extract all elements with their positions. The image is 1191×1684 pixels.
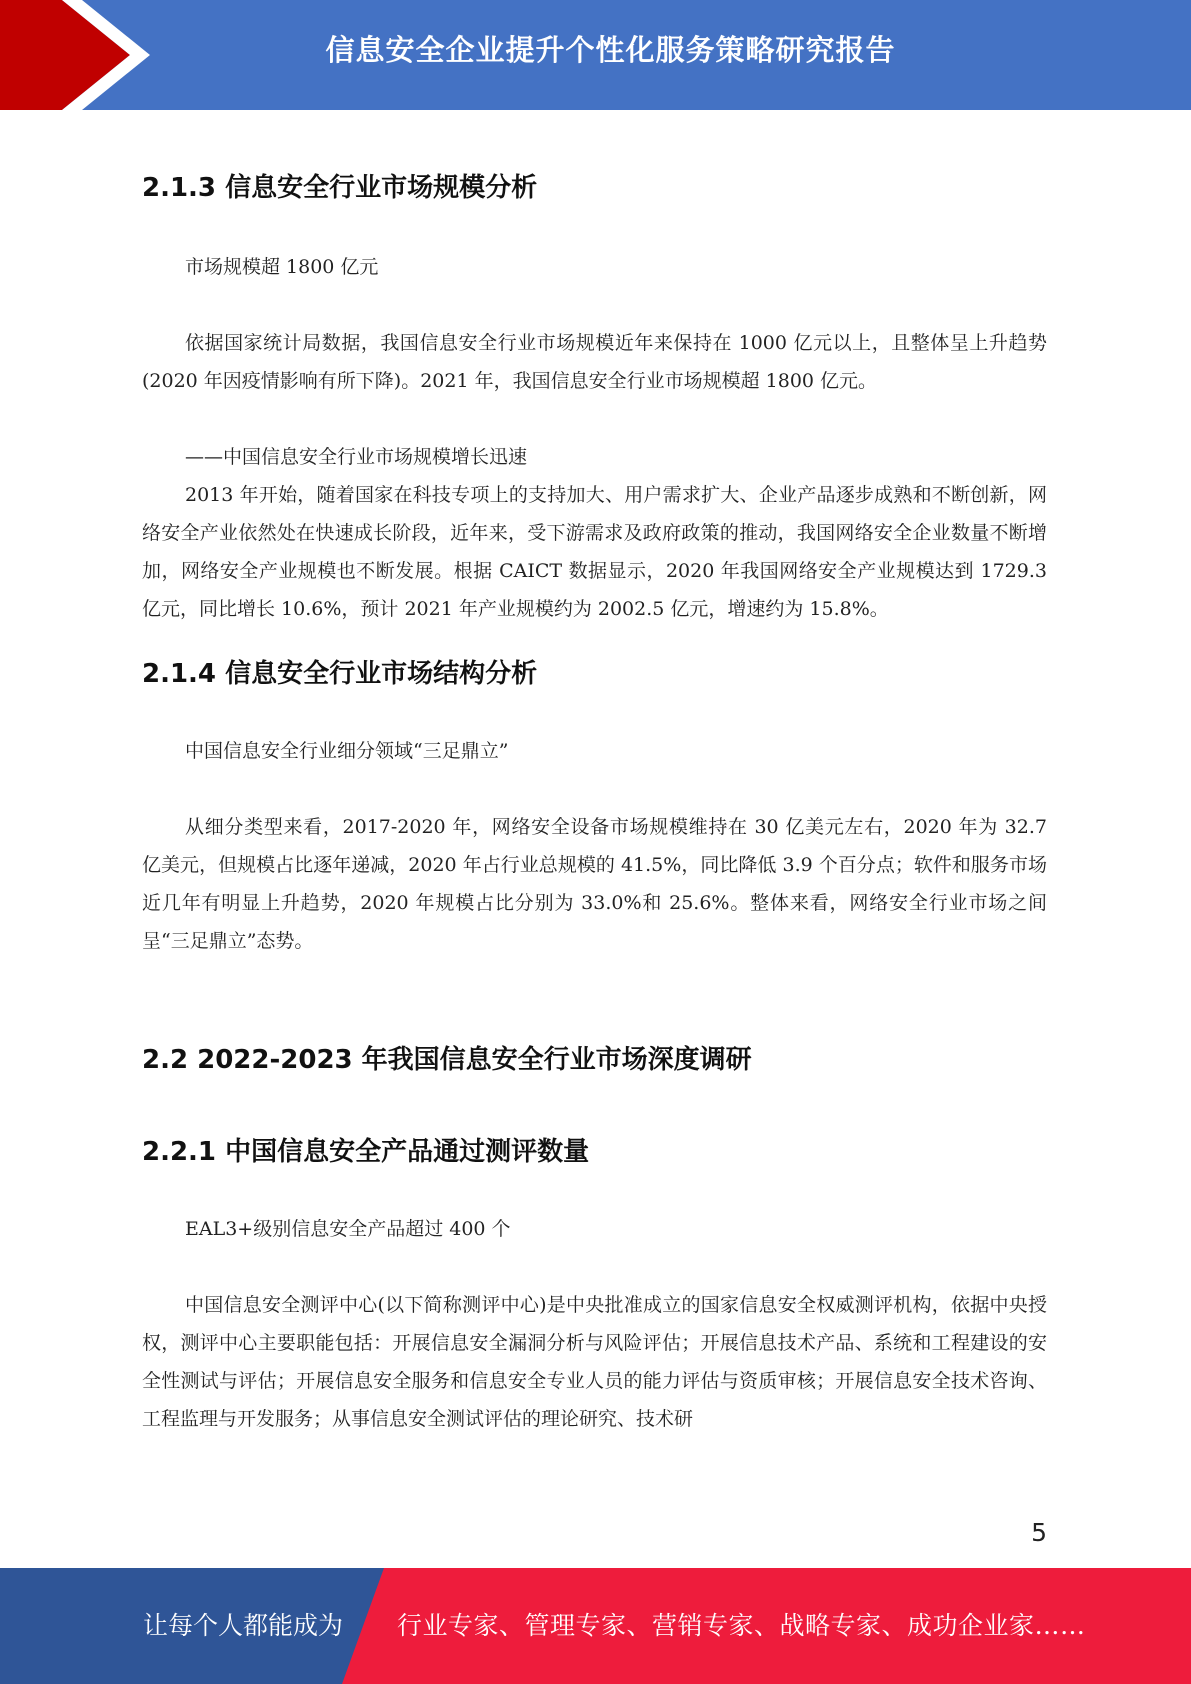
section-heading-2-2: 2.2 2022-2023 年我国信息安全行业市场深度调研	[142, 1045, 752, 1075]
section-subtitle: 市场规模超 1800 亿元	[185, 256, 379, 278]
section-subtitle: ——中国信息安全行业市场规模增长迅速	[185, 446, 528, 468]
footer-slogan-right: 行业专家、管理专家、营销专家、战略专家、成功企业家……	[397, 1611, 1086, 1640]
section-heading-2-1-3: 2.1.3 信息安全行业市场规模分析	[142, 173, 538, 203]
page-footer	[0, 1568, 1191, 1684]
section-heading-2-2-1: 2.2.1 中国信息安全产品通过测评数量	[142, 1137, 590, 1167]
document-body	[142, 160, 1047, 1438]
section-subtitle: EAL3+级别信息安全产品超过 400 个	[185, 1218, 511, 1240]
footer-slogan-left: 让每个人都能成为	[143, 1611, 344, 1640]
section-subtitle: 中国信息安全行业细分领域“三足鼎立”	[185, 740, 509, 762]
report-title: 信息安全企业提升个性化服务策略研究报告	[325, 33, 896, 67]
section-heading-2-1-4: 2.1.4 信息安全行业市场结构分析	[142, 659, 538, 689]
page-number: 5	[1031, 1518, 1047, 1547]
paragraph: 依据国家统计局数据，我国信息安全行业市场规模近年来保持在 1000 亿元以上，且整体呈上升趋势(2020 年因疫情影响有所下降)。2021 年，我国信息安全行业市场规模超 1800 亿元。	[142, 332, 1047, 392]
paragraph: 从细分类型来看，2017-2020 年，网络安全设备市场规模维持在 30 亿美元左右，2020 年为 32.7 亿美元，但规模占比逐年递减，2020 年占行业总规模的 41.5%，同比降低 3.9 个百分点；软件和服务市场近几年有明显上升趋势，2020 年规模占比分别为 33.0%和 25.6%。整体来看，网络安全行业市场之间呈“三足鼎立”态势。	[142, 816, 1047, 952]
paragraph: 2013 年开始，随着国家在科技专项上的支持加大、用户需求扩大、企业产品逐步成熟和不断创新，网络安全产业依然处在快速成长阶段，近年来，受下游需求及政府政策的推动，我国网络安全企业数量不断增加，网络安全产业规模也不断发展。根据 CAICT 数据显示，2020 年我国网络安全产业规模达到 1729.3 亿元，同比增长 10.6%，预计 2021 年产业规模约为 2002.5 亿元，增速约为 15.8%。	[142, 484, 1047, 620]
header-chevron-decoration	[0, 0, 150, 110]
page-header	[0, 0, 1191, 110]
paragraph: 中国信息安全测评中心(以下简称测评中心)是中央批准成立的国家信息安全权威测评机构，依据中央授权，测评中心主要职能包括：开展信息安全漏洞分析与风险评估；开展信息技术产品、系统和工程建设的安全性测试与评估；开展信息安全服务和信息安全专业人员的能力评估与资质审核；开展信息安全技术咨询、工程监理与开发服务；从事信息安全测试评估的理论研究、技术研	[142, 1294, 1047, 1430]
